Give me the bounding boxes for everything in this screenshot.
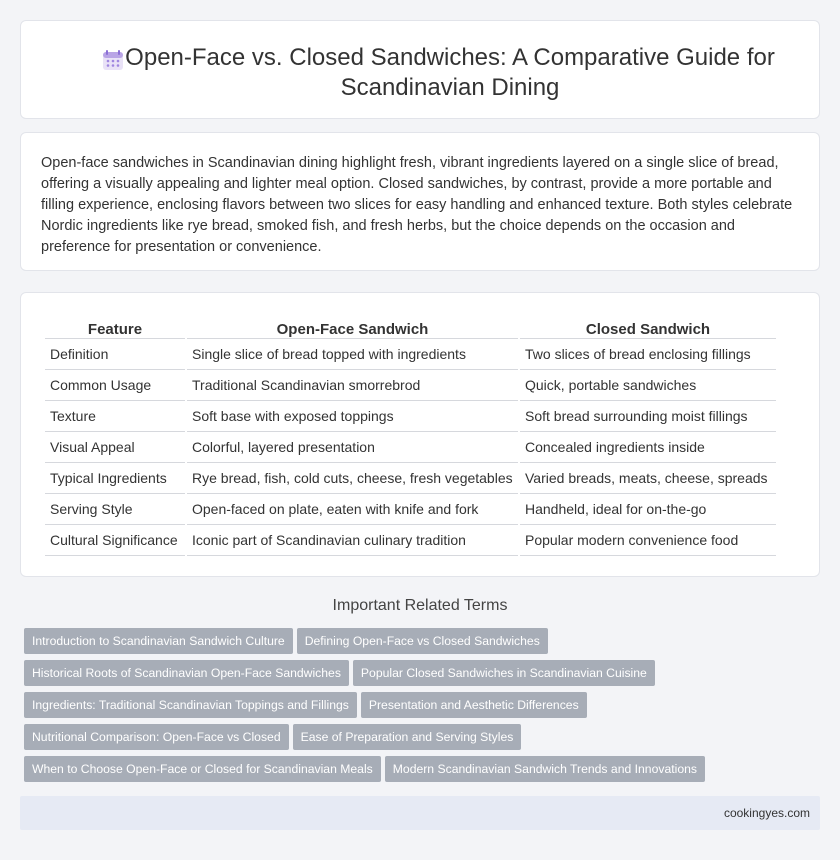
cell-open-face: Soft base with exposed toppings [187, 401, 518, 432]
cell-open-face: Traditional Scandinavian smorrebrod [187, 370, 518, 401]
cell-feature: Definition [45, 339, 185, 370]
title-card [20, 20, 820, 119]
related-terms-heading: Important Related Terms [332, 597, 508, 614]
cell-closed: Soft bread surrounding moist fillings [520, 401, 776, 432]
intro-paragraph: Open-face sandwiches in Scandinavian dining highlight fresh, vibrant ingredients layered on a single slice of bread, offering a visually appealing and lighter meal option. Closed sandwiches, by contrast, provide a more portable and filling experience, enclosing flavors between two slices for easy handling and enhanced texture. Both styles celebrate Nordic ingredients like rye bread, smoked fish, and fresh herbs, but the choice depends on the occasion and preference for presentation or convenience. [41, 155, 793, 255]
cell-open-face: Colorful, layered presentation [187, 432, 518, 463]
cell-closed: Popular modern convenience food [520, 525, 776, 556]
related-term-tag[interactable]: Introduction to Scandinavian Sandwich Culture [24, 628, 293, 654]
cell-feature: Visual Appeal [45, 432, 185, 463]
header-open-face: Open-Face Sandwich [187, 315, 518, 339]
cell-open-face: Single slice of bread topped with ingredients [187, 339, 518, 370]
table-header-row [45, 315, 776, 339]
cell-open-face: Rye bread, fish, cold cuts, cheese, fresh vegetables [187, 463, 518, 494]
table-row [45, 463, 776, 494]
cell-feature: Serving Style [45, 494, 185, 525]
cell-closed: Varied breads, meats, cheese, spreads [520, 463, 776, 494]
table-row [45, 401, 776, 432]
table-row [45, 370, 776, 401]
related-term-tag[interactable]: Presentation and Aesthetic Differences [361, 692, 587, 718]
related-terms-row [24, 628, 552, 654]
cell-feature: Cultural Significance [45, 525, 185, 556]
footer [20, 796, 820, 830]
header-closed: Closed Sandwich [520, 315, 776, 339]
related-term-tag[interactable]: Defining Open-Face vs Closed Sandwiches [297, 628, 548, 654]
cell-open-face: Open-faced on plate, eaten with knife and fork [187, 494, 518, 525]
comparison-table [43, 315, 778, 556]
related-term-tag[interactable]: When to Choose Open-Face or Closed for Scandinavian Meals [24, 756, 381, 782]
related-terms-row [24, 724, 525, 750]
intro-card [20, 132, 820, 271]
related-term-tag[interactable]: Modern Scandinavian Sandwich Trends and Innovations [385, 756, 705, 782]
footer-site-link[interactable]: cookingyes.com [723, 806, 810, 820]
cell-feature: Common Usage [45, 370, 185, 401]
cell-closed: Concealed ingredients inside [520, 432, 776, 463]
table-row [45, 525, 776, 556]
cell-feature: Typical Ingredients [45, 463, 185, 494]
table-row [45, 339, 776, 370]
cell-closed: Quick, portable sandwiches [520, 370, 776, 401]
related-term-tag[interactable]: Popular Closed Sandwiches in Scandinavian Cuisine [353, 660, 655, 686]
cell-closed: Handheld, ideal for on-the-go [520, 494, 776, 525]
related-term-tag[interactable]: Nutritional Comparison: Open-Face vs Closed [24, 724, 289, 750]
related-terms-row [24, 692, 591, 718]
header-feature: Feature [45, 315, 185, 339]
cell-feature: Texture [45, 401, 185, 432]
table-row [45, 432, 776, 463]
related-term-tag[interactable]: Ingredients: Traditional Scandinavian Toppings and Fillings [24, 692, 357, 718]
comparison-card [20, 292, 820, 577]
related-terms-row [24, 660, 659, 686]
related-term-tag[interactable]: Ease of Preparation and Serving Styles [293, 724, 522, 750]
cell-closed: Two slices of bread enclosing fillings [520, 339, 776, 370]
related-terms-row [24, 756, 709, 782]
table-row [45, 494, 776, 525]
page-title: Open-Face vs. Closed Sandwiches: A Comparative Guide for Scandinavian Dining [125, 44, 775, 101]
cell-open-face: Iconic part of Scandinavian culinary tradition [187, 525, 518, 556]
related-term-tag[interactable]: Historical Roots of Scandinavian Open-Face Sandwiches [24, 660, 349, 686]
